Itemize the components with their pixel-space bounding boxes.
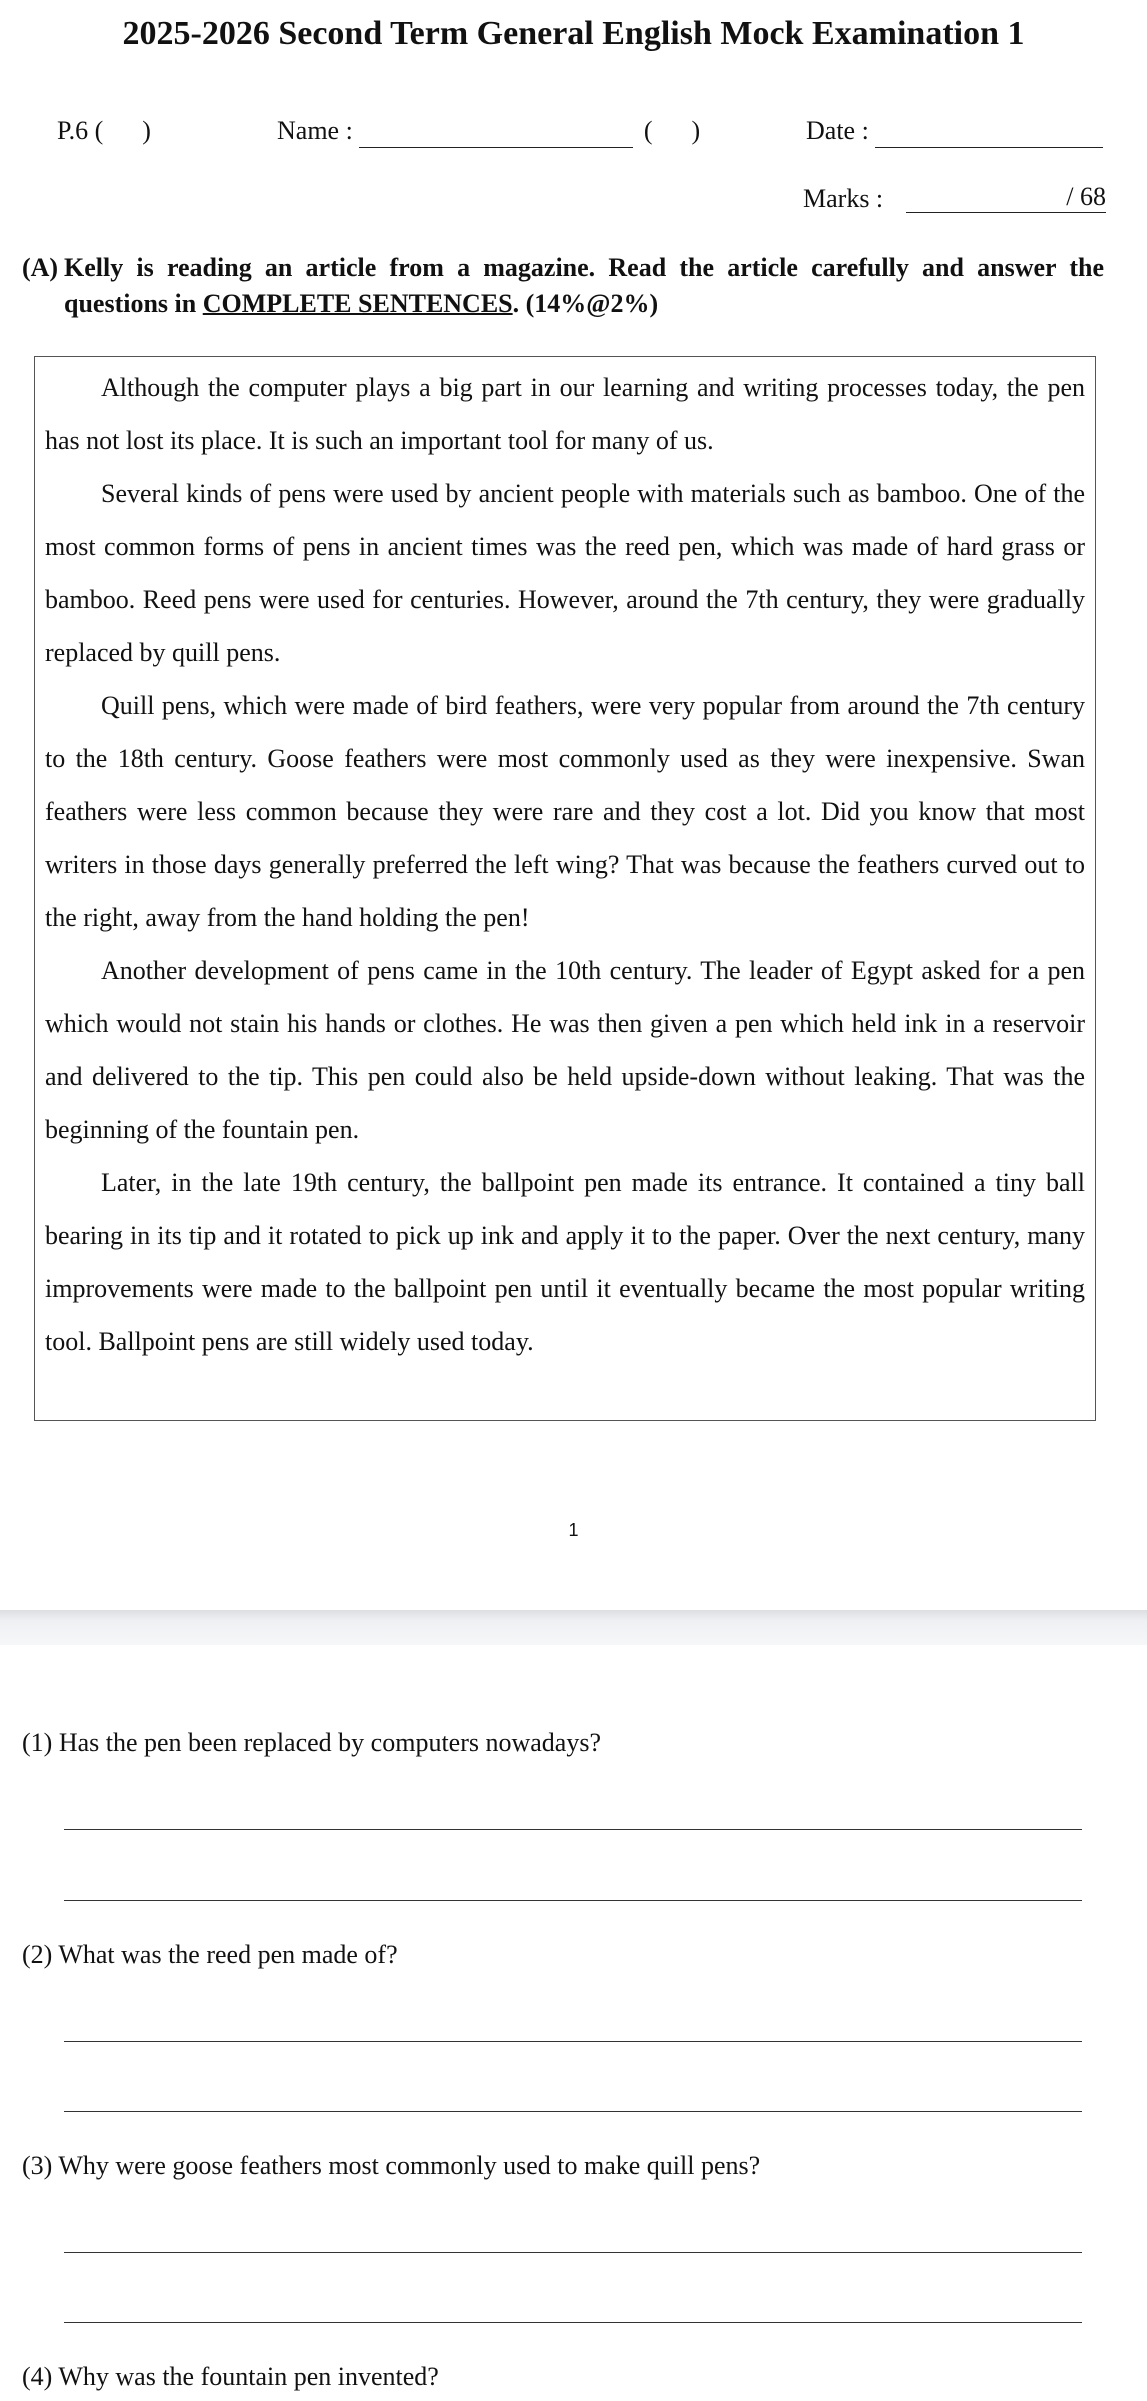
date-field [806, 114, 1103, 148]
article-paragraph: Another development of pens came in the 10th century. The leader of Egypt asked for a pen which would not stain his hands or clothes. He was then given a pen which held ink in a reservoir and delivered to the tip. This pen could also be held upside-down without leaking. That was the beginning of the fountain pen. [45, 956, 1085, 1144]
instruction-line-2 [64, 286, 658, 322]
instruction-underlined: COMPLETE SENTENCES [202, 289, 513, 318]
answer-line[interactable] [64, 1900, 1082, 1901]
answer-line[interactable] [64, 2322, 1082, 2323]
article-paragraph: Although the computer plays a big part in our learning and writing processes today, the pen has not lost its place. It is such an important tool for many of us. [45, 373, 1085, 455]
article-paragraph: Several kinds of pens were used by ancient people with materials such as bamboo. One of the most common forms of pens in ancient times was the reed pen, which was made of hard grass or bamboo. Reed pens were used for centuries. However, around the 7th century, they were gradually replaced by quill pens. [45, 479, 1085, 667]
name-label: Name : [277, 116, 353, 145]
article-box [34, 356, 1096, 1421]
marks-blank[interactable]: / 68 [906, 180, 1106, 213]
class-label: P.6 ( ) [57, 116, 151, 145]
answer-line[interactable] [64, 2252, 1082, 2253]
name-blank[interactable] [359, 121, 633, 148]
exam-page-2 [0, 1645, 1147, 2401]
article-text [45, 361, 1085, 1368]
article-paragraph: Quill pens, which were made of bird feathers, were very popular from around the 7th century to the 18th century. Goose feathers were most commonly used as they were inexpensive. Swan feathers were less common because they were rare and they cost a lot. Did you know that most writers in those days generally preferred the left wing? That was because the feathers curved out to the right, away from the hand holding the pen! [45, 691, 1085, 932]
instruction-line-1: Kelly is reading an article from a magazine. Read the article carefully and answer the [64, 253, 1104, 282]
question-4: (4) Why was the fountain pen invented? [22, 2362, 439, 2391]
question-2: (2) What was the reed pen made of? [22, 1940, 398, 1969]
instruction-pre: questions in [64, 289, 203, 318]
question-3: (3) Why were goose feathers most commonly used to make quill pens? [22, 2151, 761, 2180]
class-number-blank: ( ) [643, 116, 701, 145]
exam-title: 2025-2026 Second Term General English Mock Examination 1 [122, 15, 1025, 52]
question-1: (1) Has the pen been replaced by computers nowadays? [22, 1728, 601, 1757]
answer-line[interactable] [64, 1829, 1082, 1830]
class-field [57, 114, 151, 148]
answer-line[interactable] [64, 2111, 1082, 2112]
page-number: 1 [568, 1520, 579, 1540]
date-label: Date : [806, 116, 869, 145]
name-field [277, 114, 700, 148]
page-separator [0, 1610, 1147, 1645]
instruction-post: . (14%@2%) [512, 289, 659, 318]
section-a-label: (A) [22, 253, 59, 282]
answer-line[interactable] [64, 2041, 1082, 2042]
marks-label: Marks : [803, 184, 884, 213]
date-blank[interactable] [875, 121, 1103, 148]
article-paragraph: Later, in the late 19th century, the ballpoint pen made its entrance. It contained a tiny ball bearing in its tip and it rotated to pick up ink and apply it to the paper. Over the next century, many improvements were made to the ballpoint pen until it eventually became the most popular writing tool. Ballpoint pens are still widely used today. [45, 1168, 1085, 1356]
